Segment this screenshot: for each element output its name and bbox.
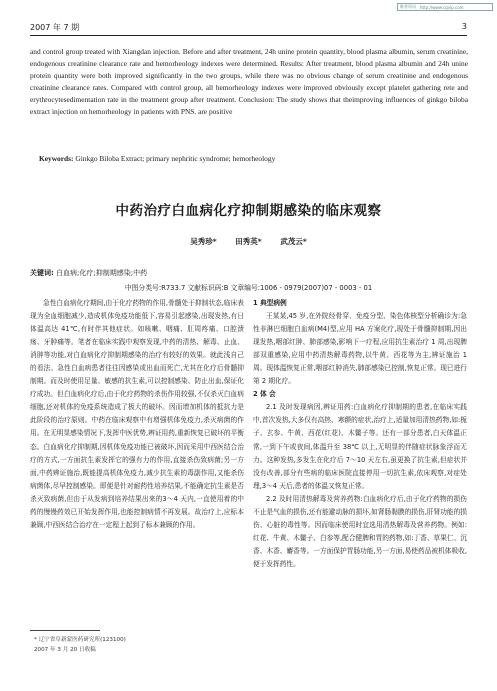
classification-line: 中图分类号:R733.7 文献标识码:B 文章编号:1006 - 0979(2007)07 - 0003 - 01: [124, 284, 373, 292]
article-title: 中药治疗白血病化疗抑制期感染的临床观察: [115, 203, 382, 219]
section-heading: 2 体 会: [253, 390, 276, 399]
chinese-keywords-label: 关键词:: [30, 269, 54, 277]
english-keywords: [39, 154, 469, 163]
left-column: [30, 297, 244, 532]
english-keywords-text: Ginkgo Biloba Extract; primary nephritic syndrome; hemorheology: [75, 154, 276, 163]
body-paragraph: 王某某,45 岁,在外院经骨穿、免疫分型、染色体核型分析确诊为:急性非淋巴细胞白血病(M4)型,应用 HA 方案化疗,现处于骨髓抑制期,因出现发热,咽部红肿、肺部感染,影响下一疗程,应用抗生素治疗 1 周,出现脾部双重感染,应用中药清热解毒药物,以牛黄、西花等为主,辨证施治 1 周。现体温恢复正常,咽部红肿消失,肺部感染已控制,恢复正常。现已进行第 2 期化疗。: [253, 312, 467, 386]
author: 吴秀珍*: [190, 237, 217, 246]
watermark: [397, 3, 493, 11]
english-abstract: and control group treated with Xiangdan injection. Before and after treatment, 24h unine protein quantity, blood plasma albumin, serum creatinine, endogenous creatinine clearance rate and hemorheology indexes were determined. Results: After treatment, blood plasma albumin and 24h unine protein quantity were both improved significantly in the two groups, while there was no obvious change of serum creatinine and endogenous creatinine clearance rates. Compared with control group, all hemorheology indexes were improved obviously except platelet gathering rete and erythrocytesedimentation rate in the treatment group after treatment. Conclusion: The study shows that theimproving influences of ginkgo biloba extract injection on hemorheology in patients with PNS. are positive: [30, 47, 468, 116]
section-heading: 1 典型病例: [253, 299, 287, 307]
author: 田秀英*: [235, 237, 262, 246]
page-number: 3: [461, 22, 467, 31]
author-affiliation: * 辽宁省阜新蒙医药研究所(123100): [34, 637, 126, 643]
author: 武茂云*: [280, 237, 307, 246]
issue-date: 2007 年 7 期: [30, 23, 80, 32]
footnote: [34, 635, 244, 655]
watermark-left: 维普资讯: [400, 4, 416, 9]
author-list: [0, 236, 497, 247]
body-paragraph: 2.1 及时发现病因,辨证用药:白血病化疗抑制期的患者,在临床实践中,首次发热,大多仅有高热、寒颤的症状,治疗上,适量加用清热药物,如:栀子、玄参、牛黄、西花(红花)、木鳖子等。还有一部分患者,白天体温正常,一到下午或夜间,体温升至 38℃ 以上,无明显的伴随症状脉象浮而无力。这种发热,多发生在化疗后 7～10 天左右,虽更换了抗生素,但症状并没有改善,部分有些病的临床医院直接停用一切抗生素,依床观察,对症处理,3～4 天后,患者的体温又恢复正常。: [253, 403, 467, 490]
chinese-keywords: [30, 268, 468, 278]
english-keywords-label: Keywords:: [39, 154, 74, 163]
received-date: 2007 年 3 月 20 日收稿: [34, 647, 96, 653]
header-rule: [30, 35, 467, 36]
watermark-url[interactable]: http://www.cqvip.com: [420, 4, 464, 10]
footnote-rule: [30, 630, 100, 631]
right-column: [253, 297, 467, 571]
running-header: [30, 22, 467, 34]
chinese-keywords-text: 白血病;化疗;抑制期感染;中药: [56, 269, 148, 277]
body-paragraph: 急性白血病化疗期间,由于化疗药物的作用,骨髓处于抑制状态,临床表现为全血细胞减少,造成机体免疫功能低下,容易引起感染,出现发热,有日体温高达 41℃,有时伴其他症状。如咳嗽、咽痛、肛周疼痛、口腔溃疡、牙肿痛等。笔者在临床实践中观察发现,中药的清热、解毒、止血、消肿等功能,对白血病化疗抑制期感染的治疗有较好的效果。就此浅自己的看法。急性白血病患者往往因感染或出血而死亡,尤其在化疗后骨髓抑制期。而及时使用足量、敏感的抗生素,可以控制感染、防止出血,保证化疗成功。但白血病化疗后,由于化疗药物的杀伤作用较强,不仅杀灭白血病细胞,还对机体的免疫系统造成了极大的破坏。因而增加机体的抵抗力是此阶段的治疗原则。中药在临床观察中有增强机体免疫力,杀灭病菌的作用。在无明显感染情况下,发挥中医优势,辨证用药,重新恢复已破坏的平衡态。白血病化疗抑制期,因机体免疫功能已被破坏,因而采用中西医结合治疗的方式,一方面抗生素发挥它的强有力的作用,直接杀伤致病菌;另一方面,中药辨证施治,既能提高机体免疫力,减少抗生素的毒副作用,又能杀伤病菌体,尽早控制感染。即便是针对耐药性培养结果,不能确定抗生素是否杀灭致病菌,但由于从发病到培养结果出来的3～4 天内,一直使用着的中药的慢慢药效已开始发挥作用,也能控制病情不再发展。故治疗上,应标本兼顾,中西医结合治疗在一定程上起到了标本兼顾的作用。: [30, 299, 244, 529]
body-paragraph: 2.2 及时用清热解毒及营养药物:白血病化疗后,由于化疗药物的损伤不止是气血的损伤,还有能避动脉的损坏,如肾肠黏膜的损伤,肝肾功能的损伤、心脏的毒性等。因而临床使用时宜选用清热解毒及营养药物。例如:红花、牛黄、木鳖子、白参等,配合健脾和胃的药物,如:丁香、草果仁、沉香、木香、麝香等。一方面保护胃肠功能,另一方面,易使药品被机体吸收,便于发挥药性。: [253, 494, 467, 568]
